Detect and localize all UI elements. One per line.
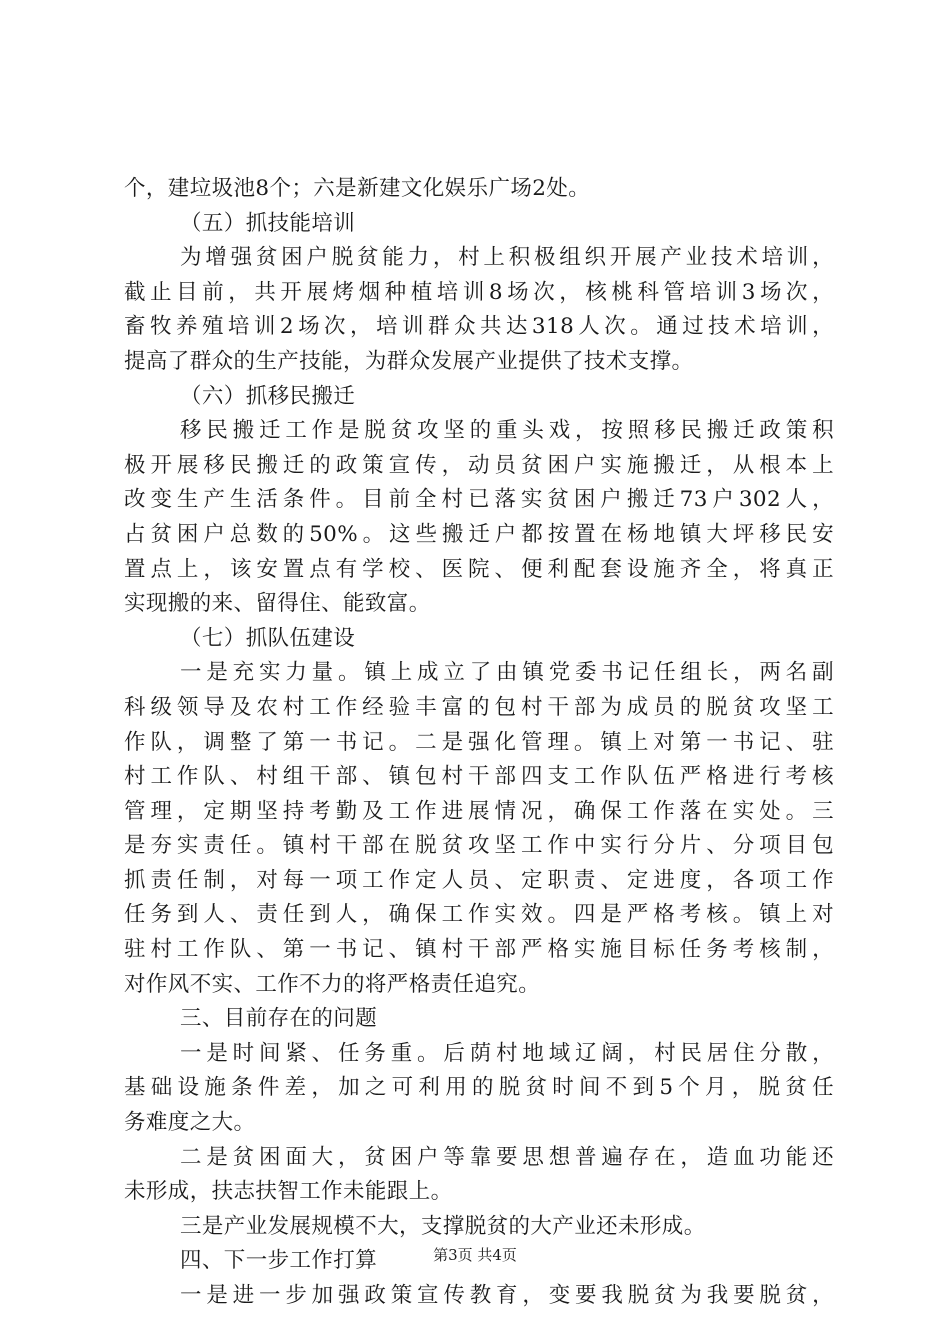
text-line: 抓责任制，对每一项工作定人员、定职责、定进度，各项工作 <box>124 867 834 893</box>
text-line: 为增强贫困户脱贫能力，村上积极组织开展产业技术培训， <box>180 245 834 271</box>
text-line: 科级领导及农村工作经验丰富的包村干部为成员的脱贫攻坚工 <box>124 694 834 720</box>
text-line: （六）抓移民搬迁 <box>180 383 356 409</box>
text-line: 二是贫困面大，贫困户等靠要思想普遍存在，造血功能还 <box>180 1144 834 1170</box>
text-line: （五）抓技能培训 <box>180 210 356 236</box>
text-line: 未形成，扶志扶智工作未能跟上。 <box>124 1179 453 1205</box>
text-line: 三、目前存在的问题 <box>180 1006 378 1032</box>
text-line: 一是进一步加强政策宣传教育，变要我脱贫为我要脱贫， <box>180 1283 834 1308</box>
text-line: 改变生产生活条件。目前全村已落实贫困户搬迁73户302人， <box>124 487 834 513</box>
text-line: 截止目前，共开展烤烟种植培训8场次，核桃科管培训3场次， <box>124 279 834 305</box>
text-line: 一是充实力量。镇上成立了由镇党委书记任组长，两名副 <box>180 660 834 686</box>
text-line: 四、下一步工作打算 <box>180 1248 378 1274</box>
text-line: 畜牧养殖培训2场次，培训群众共达318人次。通过技术培训， <box>124 314 834 340</box>
text-line: 一是时间紧、任务重。后荫村地域辽阔，村民居住分散， <box>180 1040 834 1066</box>
text-line: 任务到人、责任到人，确保工作实效。四是严格考核。镇上对 <box>124 902 834 928</box>
text-line: 对作风不实、工作不力的将严格责任追究。 <box>124 971 541 997</box>
text-line: （七）抓队伍建设 <box>180 625 356 651</box>
text-line: 极开展移民搬迁的政策宣传，动员贫困户实施搬迁，从根本上 <box>124 452 834 478</box>
text-line: 村工作队、村组干部、镇包村干部四支工作队伍严格进行考核 <box>124 764 834 790</box>
text-line: 占贫困户总数的50%。这些搬迁户都按置在杨地镇大坪移民安 <box>124 521 834 547</box>
text-line: 基础设施条件差，加之可利用的脱贫时间不到5个月，脱贫任 <box>124 1075 834 1101</box>
text-line: 驻村工作队、第一书记、镇村干部严格实施目标任务考核制， <box>124 937 834 963</box>
text-line: 务难度之大。 <box>124 1110 256 1136</box>
text-line: 三是产业发展规模不大，支撑脱贫的大产业还未形成。 <box>180 1213 706 1239</box>
text-line: 是夯实责任。镇村干部在脱贫攻坚工作中实行分片、分项目包 <box>124 833 834 859</box>
text-line: 管理，定期坚持考勤及工作进展情况，确保工作落在实处。三 <box>124 798 834 824</box>
page-number-footer: 第3页 共4页 <box>433 1246 517 1264</box>
text-line: 作队，调整了第一书记。二是强化管理。镇上对第一书记、驻 <box>124 729 834 755</box>
text-line: 个，建垃圾池8个；六是新建文化娱乐广场2处。 <box>124 176 591 201</box>
text-line: 提高了群众的生产技能，为群众发展产业提供了技术支撑。 <box>124 348 694 374</box>
text-line: 置点上，该安置点有学校、医院、便利配套设施齐全，将真正 <box>124 556 834 582</box>
document-body <box>124 172 834 1314</box>
text-line: 移民搬迁工作是脱贫攻坚的重头戏，按照移民搬迁政策积 <box>180 418 834 444</box>
text-line: 实现搬的来、留得住、能致富。 <box>124 591 431 617</box>
